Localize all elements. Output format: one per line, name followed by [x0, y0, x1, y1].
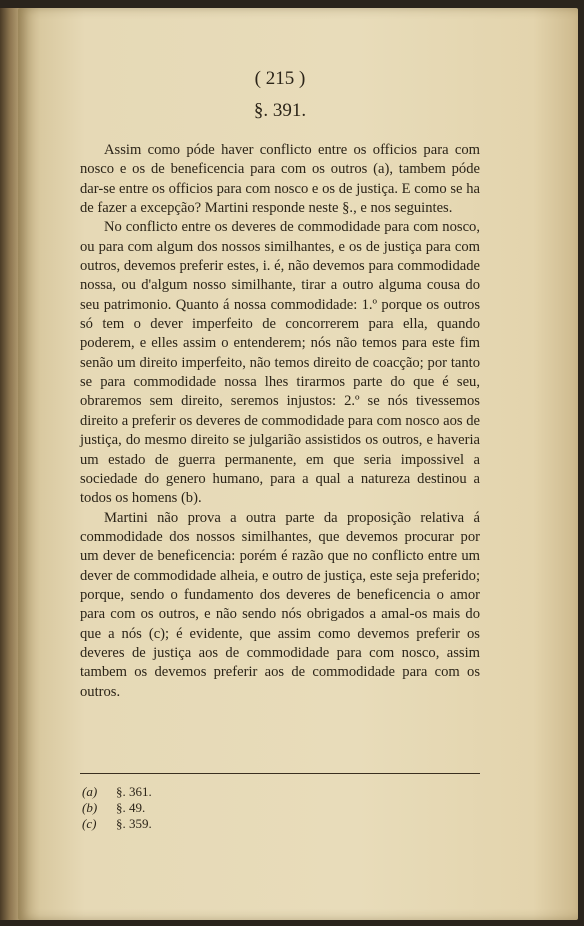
book-page: [18, 8, 578, 920]
footnote-mark: (a): [82, 784, 98, 799]
footnote-divider: [80, 773, 480, 774]
footnote-item: [82, 800, 152, 816]
paragraph-2: No conflicto entre os deveres de commodidade para com nosco, ou para com algum dos nossos similhantes, e os de justiça para com outros, devemos preferir estes, i. é, não devemos para commodidade nossa, ou d'algum nosso similhante, tirar a outro alguma cousa do seu patrimonio. Quanto á nossa commodidade: 1.º porque os outros só tem o dever imperfeito de concorrerem para ella, quando poderem, e elles assim o entenderem; nós não temos para este fim senão um direito imperfeito, não temos direito de coacção; por tanto se para commodidade nossa lhes tirarmos parte do que é seu, obraremos sem direito, seremos injustos: 2.º se nós tivessemos direito a preferir os deveres de commodidade para com nosco aos de justiça, do mesmo direito se julgarião assistidos os outros, e haveria um estado de guerra permanente, em que seria impossivel a sociedade do genero humano, para a qual a natureza destinou a todos os homens (b).: [80, 219, 480, 507]
footnote-ref: §. 359.: [116, 816, 152, 831]
footnote-ref: §. 361.: [116, 784, 152, 799]
paragraph-1: Assim como póde haver conflicto entre os officios para com nosco e os de beneficencia para com os outros (a), tambem póde dar-se entre os officios para com nosco e os de justiça. E como se ha de fazer a excepção? Martini responde neste §., e nos seguintes.: [80, 142, 480, 217]
footnote-item: [82, 816, 152, 832]
body-text: [80, 141, 480, 702]
paragraph-3: Martini não prova a outra parte da proposição relativa á commodidade dos nossos similhantes, que devemos procurar por um dever de beneficencia: porém é razão que no conflicto entre um dever de commodidade alheia, e outro de justiça, este seja preferido; porque, sendo o fundamento dos deveres de beneficencia o amor para com os outros, e não sendo nós obrigados a amal-os mais do que a nós (c); é evidente, que assim como devemos preferir os deveres de justiça aos de commodidade para com nosco, assim tambem os devemos preferir aos de commodidade para com os outros.: [80, 509, 480, 700]
footnote-item: [82, 784, 152, 800]
footnote-mark: (b): [82, 800, 98, 815]
page-number: ( 215 ): [254, 68, 306, 89]
footnote-ref: §. 49.: [116, 800, 146, 815]
footnote-mark: (c): [82, 816, 97, 831]
footnotes: [82, 784, 152, 832]
section-heading: §. 391.: [253, 100, 307, 121]
